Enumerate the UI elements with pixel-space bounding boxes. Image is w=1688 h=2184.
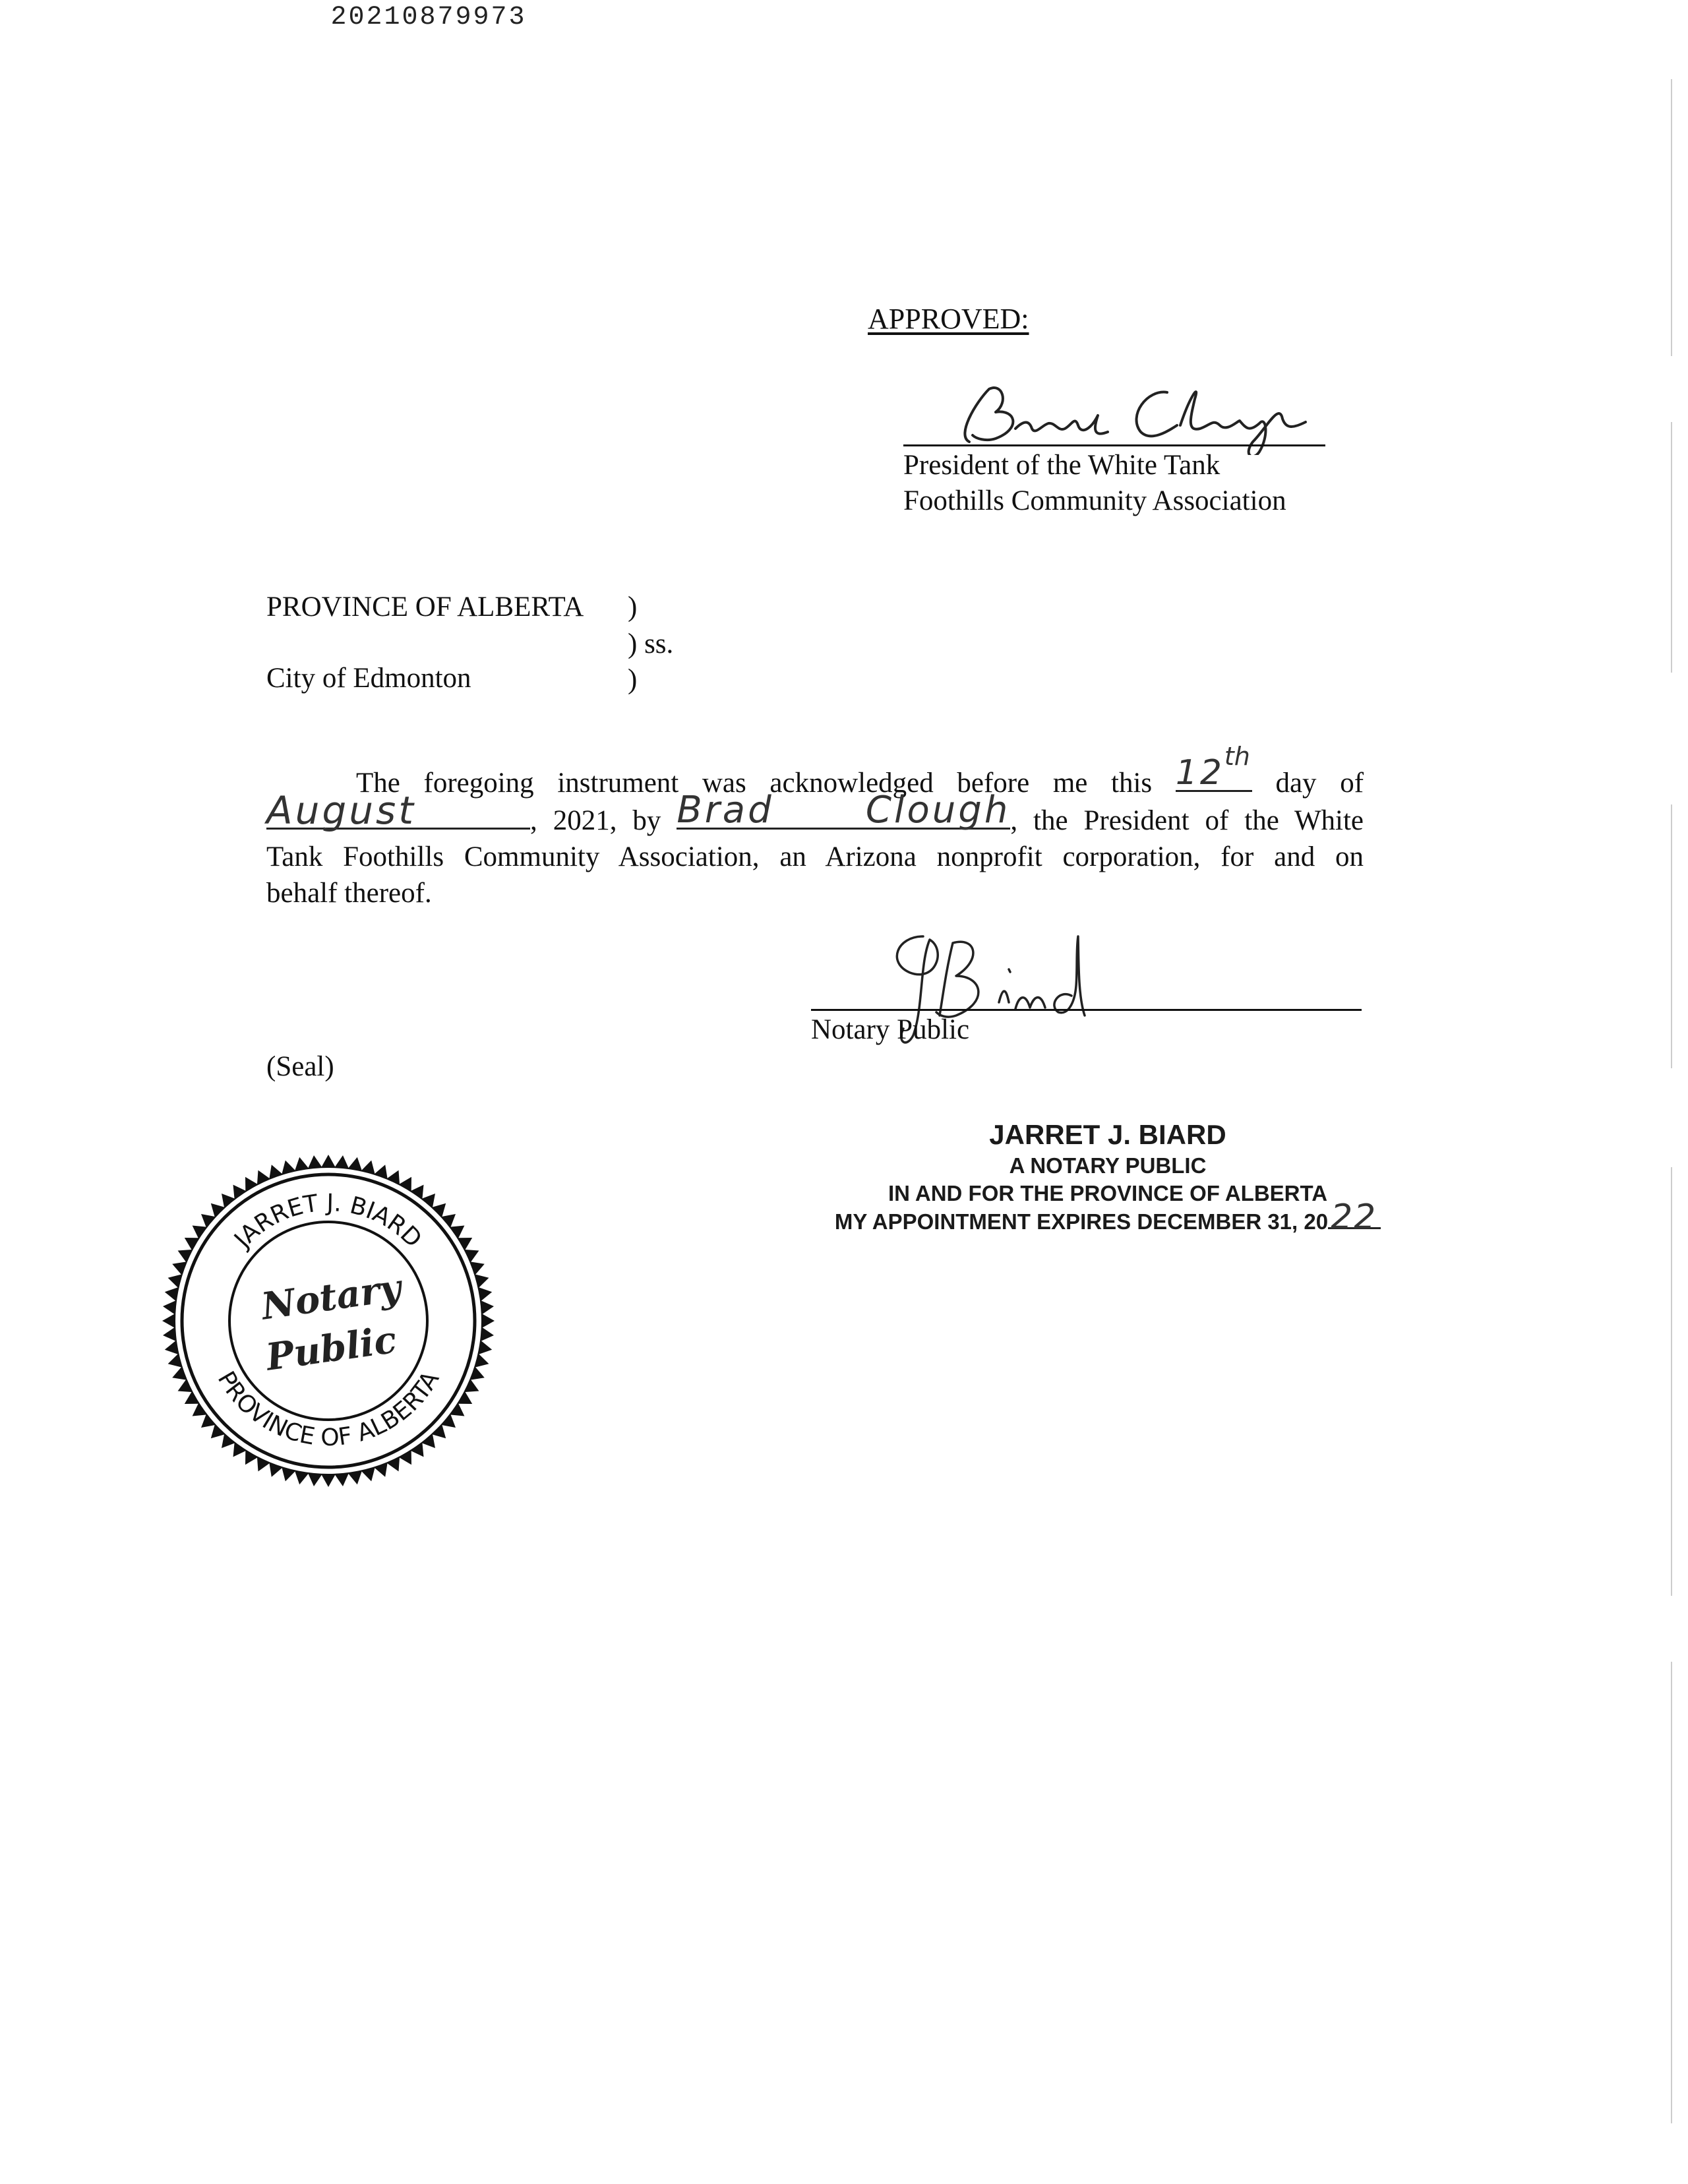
stamp-line-3: [778, 1198, 1437, 1237]
notary-stamp: [778, 1118, 1437, 1236]
venue-city: City of Edmonton: [266, 663, 471, 694]
seal-top-textpath: JARRET J. BIARD: [229, 1189, 427, 1254]
venue-paren-1: ): [628, 592, 638, 622]
day-suffix-handwritten: th: [1224, 742, 1250, 771]
ack-line-2: [266, 788, 1364, 839]
venue-province: PROVINCE OF ALBERTA: [266, 592, 584, 622]
stamp-line-2: IN AND FOR THE PROVINCE OF ALBERTA: [888, 1181, 1328, 1205]
venue-ss: ) ss.: [628, 628, 674, 659]
day-blank: [1175, 742, 1252, 793]
approver-title-line-1: President of the White Tank: [903, 450, 1221, 481]
acknowledgment-paragraph: [266, 742, 1364, 911]
ack-part-1: The foregoing instrument was acknowledged before me this: [356, 768, 1153, 799]
recording-number: 20210879973: [330, 3, 527, 32]
scan-edge-artifact: [1670, 79, 1673, 2123]
ack-line-4: behalf thereof.: [266, 878, 432, 909]
approver-signature-line: [903, 444, 1325, 446]
notary-public-label: Notary Public: [811, 1014, 970, 1045]
seal-center-line-1: Notary: [258, 1265, 404, 1329]
stamp-year-blank: [1328, 1198, 1381, 1237]
ack-line-3: Tank Foothills Community Association, an Arizona nonprofit corporation, for and on: [266, 841, 1364, 872]
seal-center-line-2: Public: [263, 1318, 400, 1380]
venue-paren-3: ): [628, 664, 638, 695]
approver-title-line-2: Foothills Community Association: [903, 485, 1286, 516]
month-blank: [266, 788, 530, 833]
ack-part-4: , the President of the White: [1010, 805, 1364, 836]
stamp-expiry-text: MY APPOINTMENT EXPIRES DECEMBER 31, 20: [834, 1209, 1329, 1234]
month-handwritten: August: [266, 788, 416, 833]
stamp-line-1: A NOTARY PUBLIC: [1009, 1153, 1207, 1178]
day-handwritten: 12: [1175, 753, 1224, 793]
notary-signature-line: [811, 1009, 1362, 1011]
name-handwritten: Brad Clough: [677, 789, 1011, 832]
name-blank: [677, 789, 1011, 832]
stamp-year-handwritten: 22: [1331, 1198, 1377, 1237]
ack-part-3: , 2021, by: [530, 805, 661, 836]
seal-bottom-textpath: PROVINCE OF ALBERTA: [212, 1366, 445, 1452]
notary-seal: [160, 1153, 497, 1489]
approver-signature: [950, 363, 1345, 455]
stamp-name: JARRET J. BIARD: [989, 1119, 1226, 1150]
ack-part-2: day of: [1275, 768, 1364, 799]
seal-label: (Seal): [266, 1051, 334, 1082]
approved-heading: APPROVED:: [868, 303, 1029, 335]
